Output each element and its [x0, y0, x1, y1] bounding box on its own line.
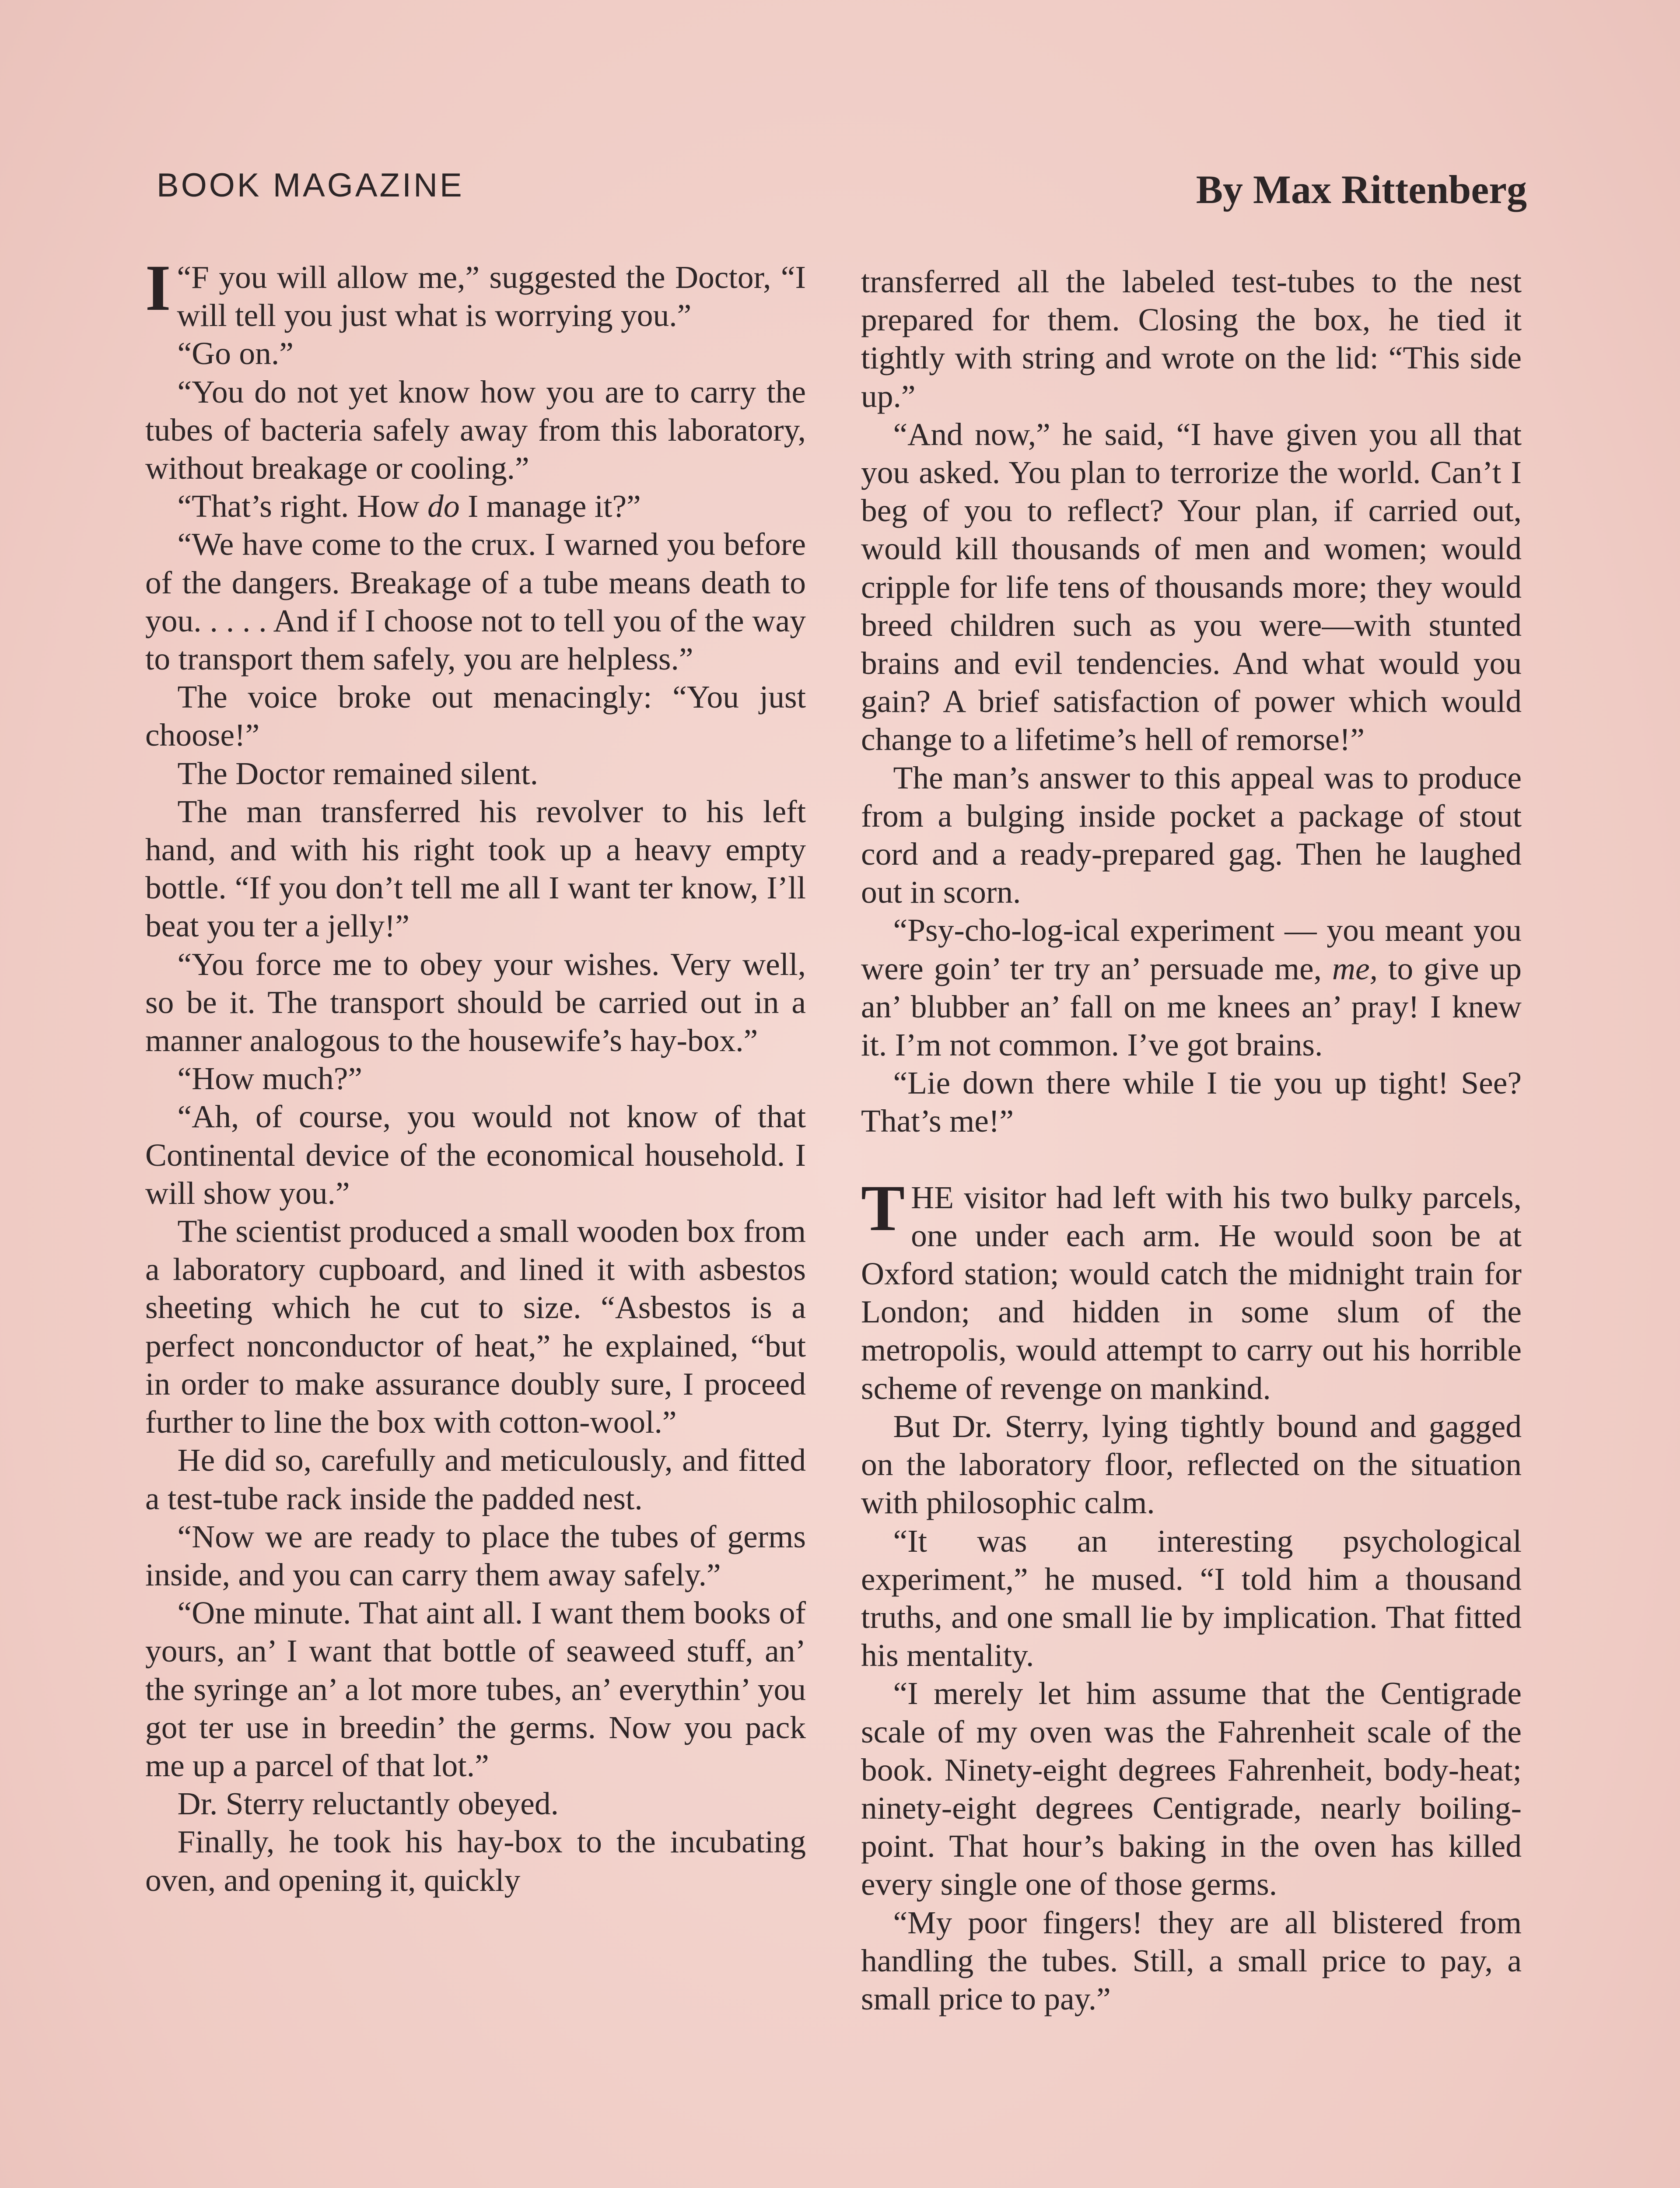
paragraph: “Go on.” [177, 336, 294, 372]
paragraph [145, 252, 806, 334]
paragraph: “How much?” [177, 1061, 362, 1097]
paragraph: The voice broke out menacingly: “You just choose!” [145, 679, 806, 753]
paragraph: He did so, carefully and meticulously, and fitted a test-tube rack inside the padded nest. [145, 1442, 806, 1516]
paragraph: Dr. Sterry reluctantly obeyed. [177, 1786, 559, 1822]
left-column [145, 252, 806, 1899]
paragraph: The man transferred his revolver to his left hand, and with his right took up a heavy empty bottle. “If you don’t tell me all I want ter know, I’ll beat you ter a jelly!” [145, 793, 806, 944]
paragraph: transferred all the labeled test-tubes to the nest prepared for them. Closing the box, he tied it tightly with string and wrote on the lid: “This side up.” [861, 264, 1522, 414]
paragraph-text: HE visitor had left with his two bulky parcels, one under each arm. He would soon be at Oxford station; would catch the midnight train for London; and hidden in some slum of the metropolis, would attempt to carry out his horrible scheme of revenge on mankind. [861, 1179, 1522, 1406]
paragraph [145, 487, 806, 525]
paragraph: “We have come to the crux. I warned you before of the dangers. Breakage of a tube means death to you. . . . . And if I choose not to tell you of the way to transport them safely, you are helpless.” [145, 526, 806, 677]
paragraph: “Now we are ready to place the tubes of germs inside, and you can carry them away safely.” [145, 1518, 806, 1592]
paragraph: Finally, he took his hay-box to the incubating oven, and opening it, quickly [145, 1824, 806, 1898]
paragraph: “Lie down there while I tie you up tight! See? That’s me!” [861, 1065, 1522, 1139]
emphasis: me, [1332, 950, 1378, 986]
paragraph: “One minute. That aint all. I want them books of yours, an’ I want that bottle of seaweed stuff, an’ the syringe an’ a lot more tubes, an’ everythin’ you got ter use in breedin’ the germs. Now you pack me up a parcel of that lot.” [145, 1595, 806, 1783]
drop-cap: I [145, 252, 171, 324]
paragraph: The man’s answer to this appeal was to produce from a bulging inside pocket a package of stout cord and a ready-prepared gag. Then he laughed out in scorn. [861, 760, 1522, 910]
paragraph: The Doctor remained silent. [177, 755, 539, 791]
paragraph-text: F you will allow me,” suggested the Doctor, “I will tell you just what is worrying you.” [177, 259, 806, 333]
paragraph: “I merely let him assume that the Centigrade scale of my oven was the Fahrenheit scale of the book. Ninety-eight degrees Fahrenheit, body-heat; ninety-eight degrees Centigrade, nearly boiling-point. That hour’s baking in the oven has killed every single one of those germs. [861, 1676, 1522, 1902]
magazine-title: BOOK MAGAZINE [157, 167, 464, 204]
text-span: “That’s right. How [177, 488, 428, 524]
paragraph: “You force me to obey your wishes. Very well, so be it. The transport should be carried out in a manner analogous to the housewife’s hay-box.” [145, 946, 806, 1059]
paragraph: “You do not yet know how you are to carry the tubes of bacteria safely away from this laboratory, without breakage or cooling.” [145, 374, 806, 486]
paragraph [861, 911, 1522, 1064]
emphasis: do [427, 488, 460, 524]
drop-cap: T [861, 1171, 905, 1245]
paragraph: “It was an interesting psychological experiment,” he mused. “I told him a thousand truths, and one small lie by implication. That fitted his mentality. [861, 1523, 1522, 1673]
paragraph: “My poor fingers! they are all blistered from handling the tubes. Still, a small price to pay, a small price to pay.” [861, 1904, 1522, 2016]
paragraph: “And now,” he said, “I have given you all that you asked. You plan to terrorize the world. Can’t I beg of you to reflect? Your plan, if carried out, would kill thousands of men and women; would cripple for life tens of thousands more; they would breed children such as you were—with stunted brains and evil tendencies. And what would you gain? A brief satisfaction of power which would change to a lifetime’s hell of remorse!” [861, 416, 1522, 757]
running-head [157, 166, 1527, 210]
paragraph: But Dr. Sterry, lying tightly bound and gagged on the laboratory floor, reflected on the situation with philosophic calm. [861, 1408, 1522, 1521]
text-span: “Psy-cho-log-ical experiment — you meant you were goin’ ter try an’ persuade me, [861, 912, 1522, 986]
section-paragraph [861, 1171, 1522, 1407]
paragraph: “Ah, of course, you would not know of that Continental device of the economical household. I will show you.” [145, 1099, 806, 1211]
text-span: I manage it?” [459, 488, 641, 524]
text-span: to give up an’ blubber an’ fall on me knees an’ pray! I knew it. I’m not common. I’ve got brains. [861, 950, 1522, 1063]
paragraph: The scientist produced a small wooden box from a laboratory cupboard, and lined it with asbestos sheeting which he cut to size. “Asbestos is a perfect nonconductor of heat,” he explained, “but in order to make assurance doubly sure, I proceed further to line the box with cotton-wool.” [145, 1213, 806, 1440]
author-byline: By Max Rittenberg [1196, 167, 1527, 212]
right-column [861, 263, 1522, 2018]
open-quote: “ [177, 259, 191, 295]
